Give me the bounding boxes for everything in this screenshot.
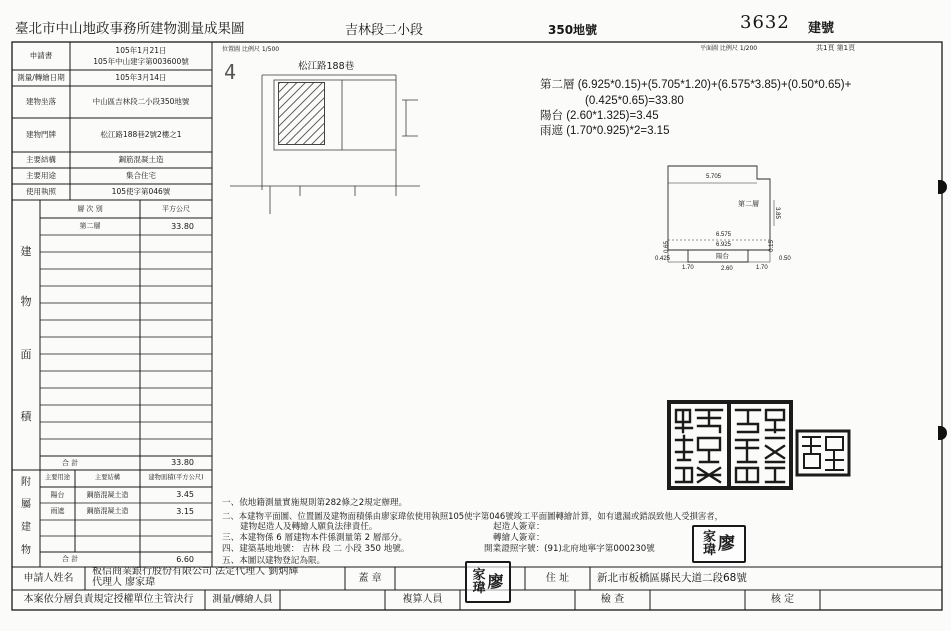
recheck-label: 複算人員 [402, 594, 443, 605]
applicant-names [85, 567, 345, 590]
plan-dimension: 0.15 [768, 240, 775, 252]
plan-dimension: 0.50 [779, 256, 791, 262]
annex-row-structure: 鋼筋混凝土造 [86, 507, 129, 515]
building-number-label: 建號 [808, 21, 835, 36]
floor-area-section-char: 物 [20, 295, 32, 308]
note-line: 四、建築基地地號： 吉林 段 二 小段 350 地號。 [222, 544, 410, 554]
agent-name: 代理人 廖家瑋 [92, 577, 156, 588]
agent-seal [692, 525, 746, 563]
seal-column [718, 529, 735, 559]
note-line: 二、本建物平面圖、位置圖及建物面積係由廖家瑋依使用執照105使字第046號竣工平面圖轉繪計算，如有遺漏或錯誤致他人受損害者， [222, 511, 723, 521]
seal-column [488, 565, 504, 599]
surveyor-label: 測量/轉繪人員 [212, 594, 273, 606]
inspect-label: 檢 查 [600, 594, 625, 605]
road-name: 松江路188巷 [298, 61, 355, 72]
annex-section-char: 附 [21, 477, 31, 488]
application-date: 105年1月21日 [115, 46, 167, 55]
applicant-address: 新北市板橋區縣民大道二段68號 [597, 572, 747, 585]
plan-balcony-label: 陽台 [716, 252, 729, 260]
floor-header: 層 次 別 [77, 204, 103, 213]
seal-label: 蓋 章 [358, 572, 382, 584]
plan-dimension: 3.85 [773, 207, 780, 219]
floor-area-total-label: 合 計 [62, 458, 79, 467]
floor-area-section-char: 積 [20, 410, 32, 423]
floor-plan-title: 平面圖 比例尺 1/200 [700, 45, 758, 52]
applicant-name: 板信商業銀行股份有限公司 法定代理人 劉炳輝 [92, 567, 299, 577]
annex-row-area: 3.15 [176, 506, 194, 516]
agent-seal [465, 561, 511, 603]
note-line: 建物起造人及轉繪人願負法律責任。 [240, 522, 378, 532]
floor-area-total: 33.80 [171, 458, 194, 467]
plan-dimension: 0.65 [663, 241, 670, 253]
annex-row-structure: 鋼筋混凝土造 [86, 490, 129, 499]
seal-column [703, 529, 716, 559]
location-map-drawing [230, 75, 420, 214]
annex-section-char: 物 [21, 545, 31, 556]
annex-use-header: 主要用途 [44, 474, 71, 482]
annex-row-use: 陽台 [50, 490, 65, 499]
area-header: 平方公尺 [162, 204, 190, 213]
seal-char: 廖 [718, 533, 735, 554]
area-calculation-line: 陽台 (2.60*1.325)=3.45 [540, 110, 659, 122]
land-section: 吉林段二小段 [345, 23, 424, 38]
builder-signature-label: 起造人簽章： [493, 522, 545, 532]
building-number: 3632 [740, 12, 790, 33]
area-calculation-line: (0.425*0.65)=33.80 [585, 95, 684, 107]
table-row-area: 33.80 [171, 221, 194, 231]
survey-date: 105年3月14日 [115, 73, 167, 83]
seal-column [472, 565, 485, 599]
plan-room-label: 第二層 [738, 200, 759, 208]
page-count: 共1頁 第1頁 [816, 44, 856, 52]
annex-total: 6.60 [176, 554, 194, 564]
annex-section-char: 屬 [21, 499, 31, 510]
structure-value: 鋼筋混凝土造 [118, 155, 164, 165]
application-value [70, 42, 212, 70]
floor-area-section-char: 建 [20, 245, 32, 258]
seal-char: 瑋 [472, 581, 486, 596]
address-value: 松江路188巷2號2樓之1 [100, 130, 182, 140]
seal-char: 家 [472, 568, 486, 583]
authority-statement: 本案依分層負責規定授權單位主管決行 [23, 594, 194, 605]
address-field-label: 住 址 [545, 572, 570, 584]
plan-dimension: 6.575 [716, 232, 732, 238]
location-map-title: 位置圖 比例尺 1/500 [222, 46, 280, 53]
use-label: 主要用途 [26, 171, 56, 181]
subject-building-hatch [278, 82, 325, 145]
location-label: 建物坐落 [26, 97, 56, 107]
application-label: 申請書 [29, 51, 53, 61]
area-calculation-line: 雨遮 (1.70*0.925)*2=3.15 [540, 125, 670, 137]
annex-section-char: 建 [21, 522, 31, 533]
location-map-mark: 4 [224, 60, 237, 84]
table-row-floor: 第二層 [79, 222, 101, 230]
seal-char: 瑋 [702, 543, 716, 558]
permit-value: 105使字第046號 [111, 187, 171, 197]
plan-dimension: 6.925 [716, 242, 732, 248]
application-number: 105年中山建字第003600號 [93, 56, 189, 66]
area-calculation-line: 第二層 (6.925*0.15)+(5.705*1.20)+(6.575*3.85)+(0.50*0.65)+ [540, 79, 852, 91]
permit-label: 使用執照 [26, 187, 56, 197]
location-value: 中山區吉林段二小段350地號 [92, 97, 190, 107]
annex-structure-header: 主要結構 [94, 474, 121, 482]
annex-row-area: 3.45 [176, 490, 194, 499]
address-label: 建物門牌 [26, 130, 56, 140]
seal-char: 家 [702, 530, 716, 545]
plan-dimension: 5.705 [706, 174, 722, 180]
applicant-label: 申請人姓名 [23, 572, 74, 584]
annex-total-label: 合 計 [62, 555, 79, 563]
license-number: 開業證照字號：(91)北府地寧字第000230號 [484, 544, 655, 554]
floor-area-section-char: 面 [20, 348, 32, 361]
plan-dimension: 2.60 [721, 266, 733, 272]
use-value: 集合住宅 [126, 171, 156, 181]
plan-dimension: 1.70 [682, 265, 694, 271]
approve-label: 核 定 [770, 594, 795, 605]
survey-date-label: 測量/轉繪日期 [17, 73, 65, 83]
official-seal [669, 402, 849, 488]
plan-dimension: 1.70 [756, 265, 768, 271]
structure-label: 主要結構 [26, 155, 56, 165]
drafter-signature-label: 轉繪人簽章： [493, 533, 545, 543]
annex-row-use: 雨遮 [50, 507, 65, 515]
seal-char: 廖 [487, 572, 504, 591]
annex-area-header: 建物面積(平方公尺) [148, 474, 204, 482]
page-title: 臺北市中山地政事務所建物測量成果圖 [15, 21, 245, 37]
note-line: 五、本圖以建物登記為限。 [222, 556, 326, 566]
note-line: 三、本建物係 6 層建物本件係測量第 2 層部分。 [222, 533, 408, 543]
plan-dimension: 0.425 [655, 256, 671, 262]
note-line: 一、依地籍測量實施規則第282條之2規定辦理。 [222, 498, 408, 508]
lot-number: 350地號 [548, 23, 598, 37]
